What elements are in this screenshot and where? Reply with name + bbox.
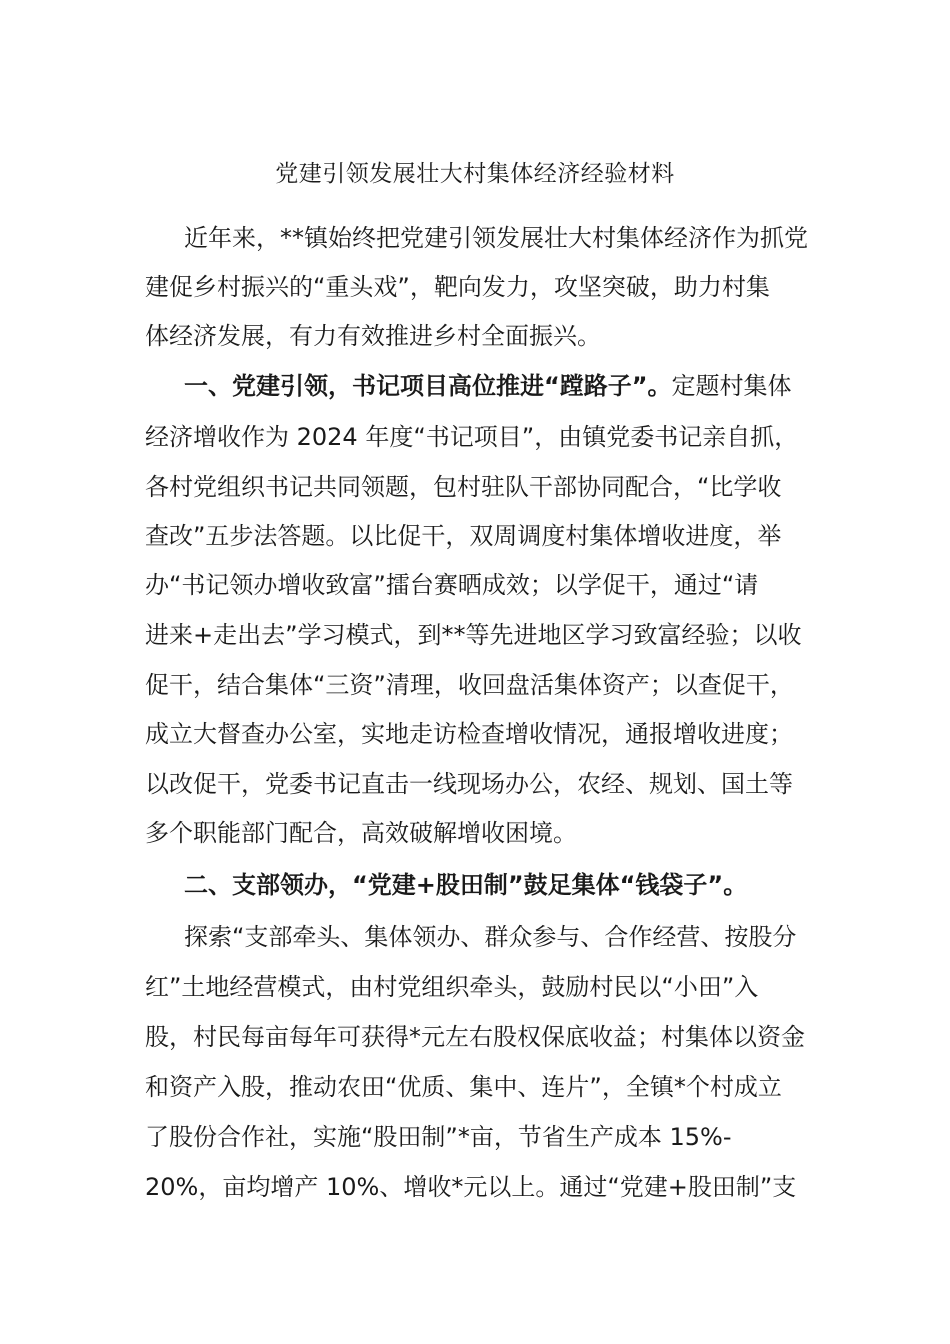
paragraph-text: 定题村集体: [671, 372, 792, 400]
paragraph-line: 以改促干，党委书记直击一线现场办公，农经、规划、国土等: [145, 770, 793, 798]
paragraph-line: 成立大督查办公室，实地走访检查增收情况，通报增收进度；: [145, 720, 793, 748]
section-heading-2: 二、支部领办，“党建+股田制”鼓足集体“钱袋子”。: [184, 871, 748, 899]
section-heading-line: [184, 369, 854, 403]
paragraph-line: 股，村民每亩每年可获得*元左右股权保底收益；村集体以资金: [145, 1023, 805, 1051]
paragraph-line: 体经济发展，有力有效推进乡村全面振兴。: [145, 322, 601, 350]
paragraph-line: 了股份合作社，实施“股田制”*亩，节省生产成本 15%-: [145, 1123, 732, 1151]
paragraph-line: 近年来，**镇始终把党建引领发展壮大村集体经济作为抓党: [184, 224, 808, 252]
paragraph-line: 进来+走出去”学习模式，到**等先进地区学习致富经验；以收: [145, 621, 802, 649]
section-heading-1: 一、党建引领，书记项目高位推进“蹚路子”。: [184, 372, 672, 400]
paragraph-line: 促干，结合集体“三资”清理，收回盘活集体资产；以查促干，: [145, 671, 794, 699]
paragraph-line: 各村党组织书记共同领题，包村驻队干部协同配合，“比学收: [145, 473, 782, 501]
paragraph-line: 和资产入股，推动农田“优质、集中、连片”，全镇*个村成立: [145, 1073, 782, 1101]
paragraph-line: 红”土地经营模式，由村党组织牵头，鼓励村民以“小田”入: [145, 973, 759, 1001]
paragraph-line: 查改”五步法答题。以比促干，双周调度村集体增收进度，举: [145, 522, 782, 550]
paragraph-line: 探索“支部牵头、集体领办、群众参与、合作经营、按股分: [184, 923, 797, 951]
paragraph-line: 多个职能部门配合，高效破解增收困境。: [145, 819, 577, 847]
paragraph-line: 办“书记领办增收致富”擂台赛晒成效；以学促干，通过“请: [145, 571, 759, 599]
paragraph-line: 建促乡村振兴的“重头戏”，靶向发力，攻坚突破，助力村集: [145, 273, 770, 301]
document-title: 党建引领发展壮大村集体经济经验材料: [275, 161, 675, 187]
paragraph-line: 20%，亩均增产 10%、增收*元以上。通过“党建+股田制”支: [145, 1173, 797, 1201]
paragraph-line: 经济增收作为 2024 年度“书记项目”，由镇党委书记亲自抓，: [145, 423, 799, 451]
